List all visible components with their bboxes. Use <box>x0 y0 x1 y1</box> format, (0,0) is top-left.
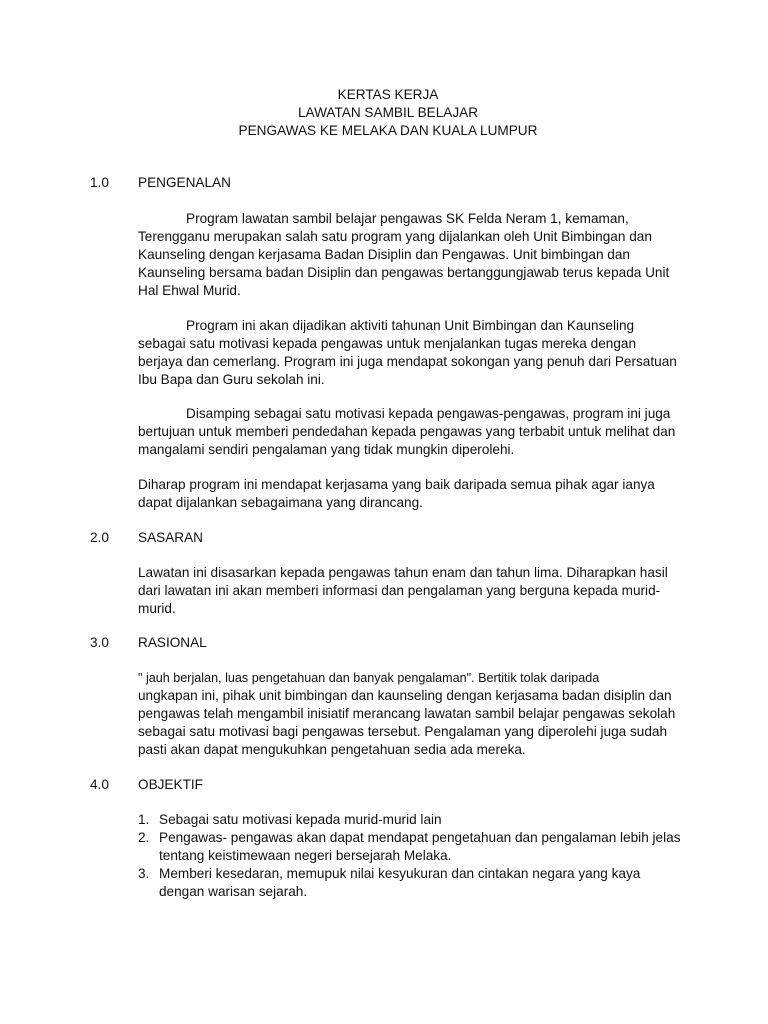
title-line-1: KERTAS KERJA <box>337 87 439 102</box>
document-title <box>0 86 768 140</box>
section-2-paragraph: Lawatan ini disasarkan kepada pengawas tahun enam dan tahun lima. Diharapkan hasil dari lawatan ini akan memberi informasi dan pengalaman yang berguna kepada murid-murid. <box>138 565 668 616</box>
list-item: 1. Sebagai satu motivasi kepada murid-murid lain <box>138 812 442 827</box>
section-title: PENGENALAN <box>138 175 231 190</box>
section-number: 1.0 <box>90 175 109 190</box>
section-title: RASIONAL <box>138 635 207 650</box>
section-3-paragraph: " jauh berjalan, luas pengetahuan dan banyak pengalaman". Bertitik tolak daripada ungkapan ini, pihak unit bimbingan dan kaunseling dengan kerjasama badan disiplin dan pengawas telah mengambil inisiatif merancang lawatan sambil belajar pengawas sekolah sebagai satu motivasi bagi pengawas tersebut. Pengalaman yang diperolehi juga sudah pasti akan dapat mengukuhkan pengetahuan sedia ada mereka. <box>138 669 683 759</box>
section-1-paragraph-3: Disamping sebagai satu motivasi kepada pengawas-pengawas, program ini juga bertujuan untuk memberi pendedahan kepada pengawas yang terbabit untuk melihat dan mangalami sendiri pengalaman yang tidak mungkin diperolehi. <box>138 406 676 457</box>
section-title: SASARAN <box>138 530 203 545</box>
section-number: 3.0 <box>90 635 109 650</box>
rasional-quote: " jauh berjalan, luas pengetahuan dan banyak pengalaman". Bertitik tolak daripada <box>138 671 600 685</box>
title-line-2: LAWATAN SAMBIL BELAJAR <box>297 105 479 120</box>
section-4-heading <box>90 776 680 794</box>
title-line-3: PENGAWAS KE MELAKA DAN KUALA LUMPUR <box>238 123 538 138</box>
section-title: OBJEKTIF <box>138 777 203 792</box>
section-1-paragraph-4: Diharap program ini mendapat kerjasama yang baik daripada semua pihak agar ianya dapat dijalankan sebagaimana yang dirancang. <box>138 477 655 510</box>
section-2-heading <box>90 529 680 547</box>
section-3-heading <box>90 634 680 652</box>
section-number: 4.0 <box>90 777 109 792</box>
objectives-list <box>138 811 683 901</box>
section-1-paragraph-1: Program lawatan sambil belajar pengawas SK Felda Neram 1, kemaman, Terengganu merupakan salah satu program yang dijalankan oleh Unit Bimbingan dan Kaunseling dengan kerjasama Badan Disiplin dan Pengawas. Unit bimbingan dan Kaunseling bersama badan Disiplin dan pengawas bertanggungjawab terus kepada Unit Hal Ehwal Murid. <box>138 211 670 298</box>
list-item: 3. Memberi kesedaran, memupuk nilai kesyukuran dan cintakan negara yang kaya dengan warisan sejarah. <box>138 866 641 899</box>
section-number: 2.0 <box>90 530 109 545</box>
section-1-heading <box>90 174 680 192</box>
list-item: 2. Pengawas- pengawas akan dapat mendapat pengetahuan dan pengalaman lebih jelas tentang keistimewaan negeri bersejarah Melaka. <box>138 830 681 863</box>
section-1-paragraph-2: Program ini akan dijadikan aktiviti tahunan Unit Bimbingan dan Kaunseling sebagai satu motivasi kepada pengawas untuk menjalankan tugas mereka dengan berjaya dan cemerlang. Program ini juga mendapat sokongan yang penuh dari Persatuan Ibu Bapa dan Guru sekolah ini. <box>138 318 677 387</box>
